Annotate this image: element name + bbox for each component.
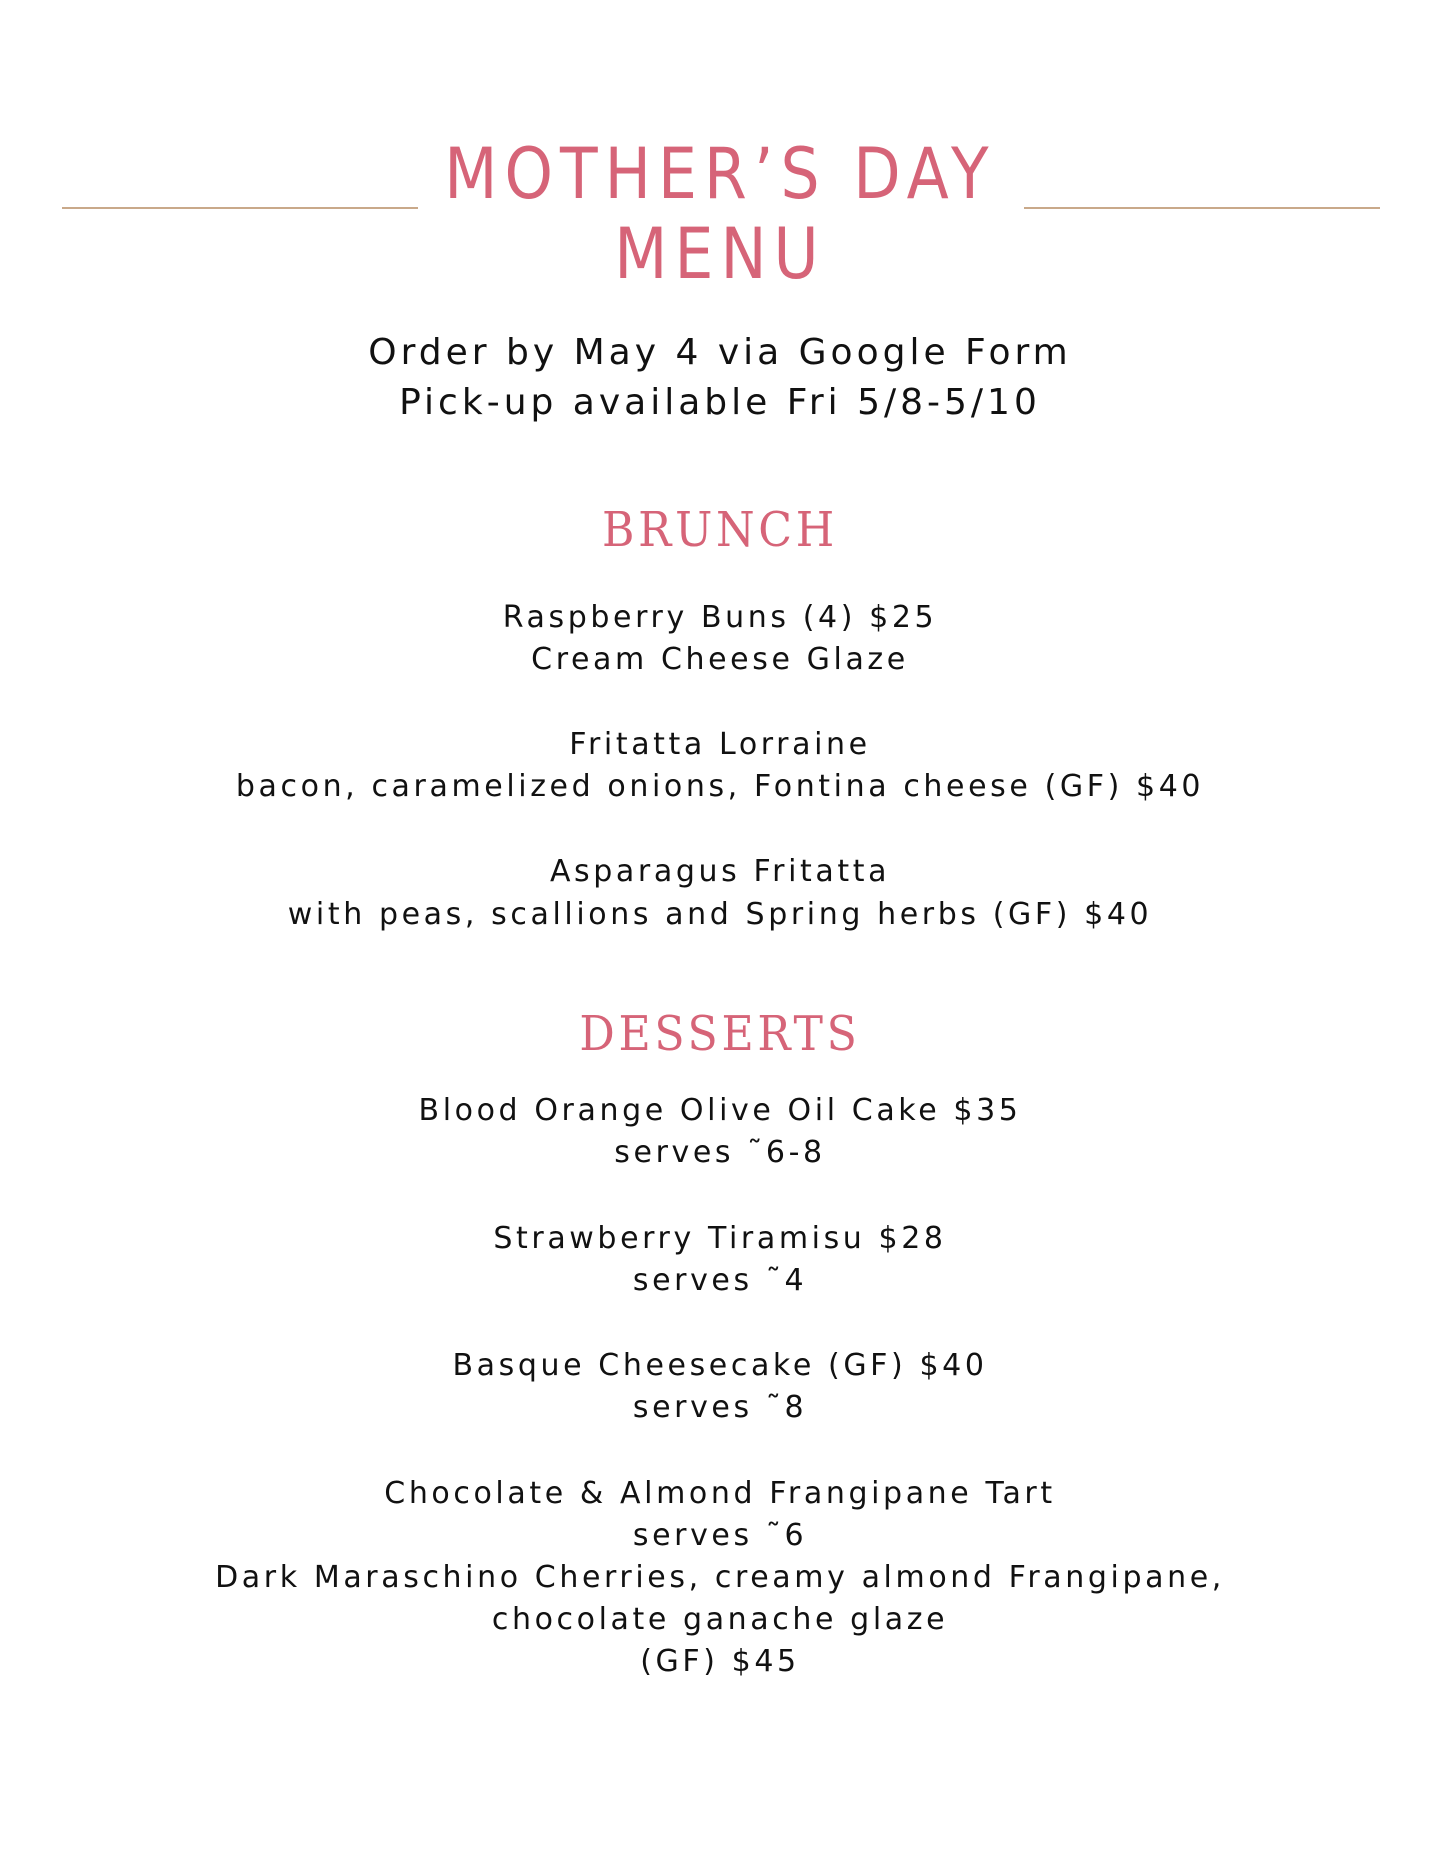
dessert-item-1-name: Blood Orange Olive Oil Cake $35 — [418, 1093, 1022, 1128]
desserts-heading: DESSERTS — [579, 1006, 861, 1062]
pickup-window: Pick-up available Fri 5/8-5/10 — [399, 382, 1041, 423]
brunch-item-1-name: Raspberry Buns (4) $25 — [502, 600, 938, 635]
dessert-item-3-serves: serves ˜8 — [632, 1390, 808, 1425]
brunch-item-3-name: Asparagus Fritatta — [549, 854, 891, 889]
order-deadline: Order by May 4 via Google Form — [368, 332, 1072, 373]
brunch-heading: BRUNCH — [602, 502, 838, 558]
dessert-item-2-serves: serves ˜4 — [632, 1263, 808, 1298]
dessert-item-4-name: Chocolate & Almond Frangipane Tart — [384, 1476, 1056, 1511]
dessert-item-3-name: Basque Cheesecake (GF) $40 — [452, 1348, 988, 1383]
brunch-item-2-name: Fritatta Lorraine — [569, 727, 871, 762]
dessert-item-2-name: Strawberry Tiramisu $28 — [493, 1221, 947, 1256]
dessert-item-4-desc-cont: chocolate ganache glaze — [491, 1602, 949, 1637]
dessert-item-4-price: (GF) $45 — [640, 1644, 800, 1679]
menu-title-line2: MENU — [614, 213, 826, 295]
menu-title-line1: MOTHER’S DAY — [444, 133, 996, 215]
brunch-item-2-desc: bacon, caramelized onions, Fontina cheese (GF) $40 — [235, 769, 1205, 804]
dessert-item-4-desc: Dark Maraschino Cherries, creamy almond Frangipane, — [215, 1560, 1225, 1595]
dessert-item-4-serves: serves ˜6 — [632, 1518, 808, 1553]
dessert-item-1-serves: serves ˜6-8 — [614, 1135, 826, 1170]
brunch-item-3-desc: with peas, scallions and Spring herbs (GF) $40 — [287, 897, 1153, 932]
brunch-item-1-desc: Cream Cheese Glaze — [531, 642, 909, 677]
